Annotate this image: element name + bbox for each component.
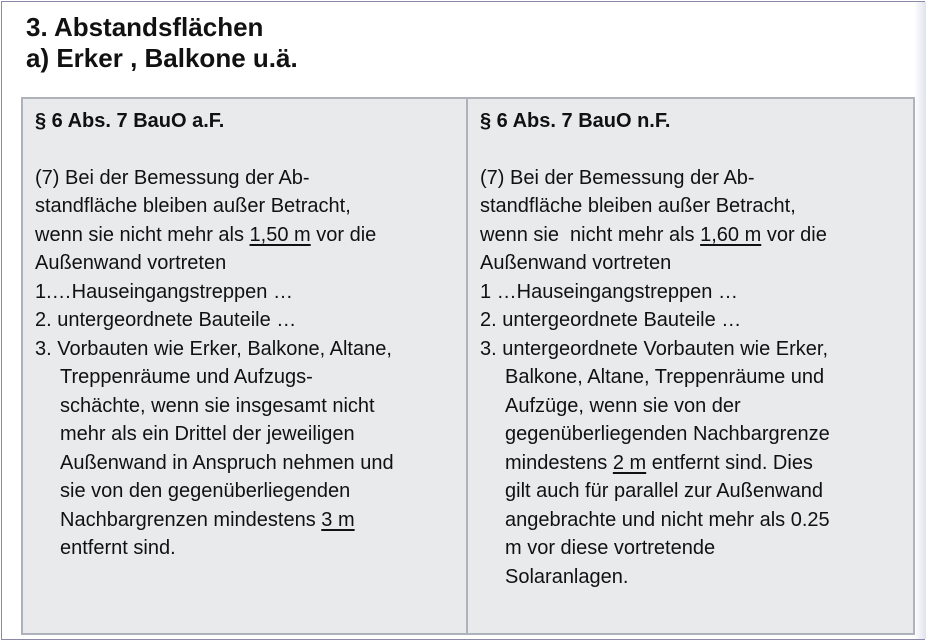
text-segment: vor die (761, 223, 827, 246)
list-item-2: 2. untergeordnete Bauteile … (35, 309, 297, 331)
text-line-distance (480, 221, 901, 250)
underlined-distance: 2 m (612, 451, 647, 474)
underlined-distance: 1,50 m (249, 223, 311, 246)
list-item-3-continuation: mehr als ein Drittel der jeweiligen (60, 423, 355, 445)
text-segment: Nachbargrenzen mindestens (60, 508, 322, 531)
column-old-version (23, 99, 468, 633)
text-line: (7) Bei der Bemessung der Ab- (480, 166, 755, 189)
list-item-3-continuation: Aufzüge, wenn sie von der (505, 394, 741, 417)
slide-heading (26, 12, 298, 74)
text-segment: wenn sie nicht mehr als (35, 223, 250, 246)
list-item-3-continuation: gilt auch für parallel zur Außenwand (505, 480, 823, 502)
heading-line-1: 3. Abstandsflächen (26, 12, 264, 42)
text-line: standfläche bleiben außer Betracht, (480, 195, 796, 217)
list-item-3-continuation: m vor diese vortretende (505, 537, 716, 559)
column-new-version (468, 99, 913, 633)
column-title-old: § 6 Abs. 7 BauO a.F. (35, 110, 225, 132)
slide-edge-shade (914, 2, 926, 639)
comparison-table (21, 97, 915, 635)
list-item-3-continuation: schächte, wenn sie insgesamt nicht (60, 394, 375, 417)
list-item-3-distance (480, 449, 901, 478)
list-item-3-continuation: sie von den gegenüberliegenden (60, 480, 351, 502)
list-item-3: 3. Vorbauten wie Erker, Balkone, Altane, (35, 337, 392, 360)
column-title-new: § 6 Abs. 7 BauO n.F. (480, 110, 671, 132)
heading-line-2: a) Erker , Balkone u.ä. (26, 43, 298, 73)
list-item-2: 2. untergeordnete Bauteile … (480, 309, 742, 331)
list-item-3-continuation: entfernt sind. (60, 537, 176, 559)
text-line: Außenwand vortreten (480, 252, 672, 274)
text-segment: mindestens (505, 451, 613, 474)
list-item-3-continuation: Treppenräume und Aufzugs- (60, 366, 313, 388)
list-item-3: 3. untergeordnete Vorbauten wie Erker, (480, 337, 829, 360)
list-item-3-continuation: angebrachte und nicht mehr als 0.25 (505, 508, 830, 531)
text-line: Außenwand vortreten (35, 252, 227, 274)
list-item-3-continuation: gegenüberliegenden Nachbargrenze (505, 423, 830, 445)
text-segment: entfernt sind. Dies (646, 451, 813, 474)
list-item-3-continuation: Außenwand in Anspruch nehmen und (60, 451, 394, 474)
underlined-distance: 3 m (321, 508, 355, 531)
list-item-1: 1 …Hauseingangstreppen … (480, 280, 738, 303)
text-segment: wenn sie nicht mehr als (480, 223, 701, 246)
list-item-3-distance (35, 506, 454, 535)
list-item-3-continuation: Solaranlagen. (505, 565, 629, 588)
underlined-distance: 1,60 m (700, 223, 762, 246)
text-line-distance (35, 221, 454, 250)
text-segment: vor die (310, 223, 377, 246)
text-line: (7) Bei der Bemessung der Ab- (35, 166, 310, 189)
list-item-1: 1.…Hauseingangstreppen … (35, 280, 293, 303)
text-line: standfläche bleiben außer Betracht, (35, 195, 351, 217)
list-item-3-continuation: Balkone, Altane, Treppenräume und (505, 366, 825, 388)
